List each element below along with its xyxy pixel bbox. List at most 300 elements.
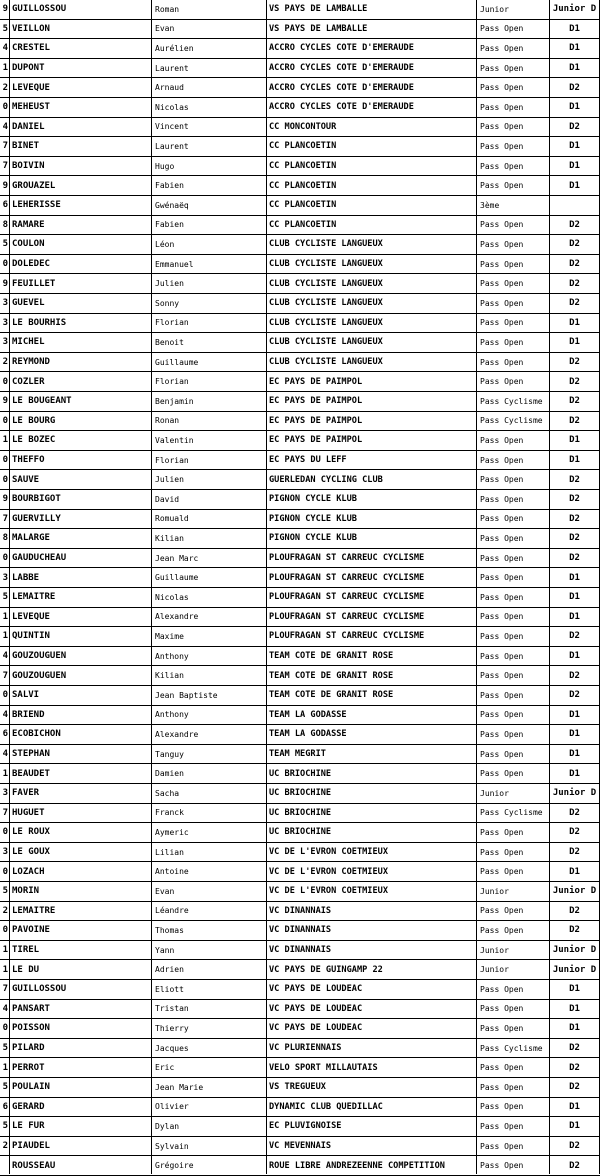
rider-first-name: Yann bbox=[155, 945, 175, 955]
rider-last-name: REYMOND bbox=[12, 357, 50, 368]
rider-category: Pass Open bbox=[480, 710, 524, 720]
rider-club: EC PAYS DE PAIMPOL bbox=[269, 435, 363, 446]
rider-club: CC PLANCOETIN bbox=[269, 200, 337, 211]
rider-last-name: STEPHAN bbox=[12, 749, 50, 760]
rider-first-name: Benoit bbox=[155, 337, 184, 347]
rider-number: 3 bbox=[2, 337, 8, 348]
rider-first-name: Florian bbox=[155, 377, 189, 387]
column-divider bbox=[476, 0, 477, 1174]
rider-category: Junior bbox=[480, 788, 509, 798]
rider-first-name: Evan bbox=[155, 886, 175, 896]
table-row bbox=[0, 470, 600, 490]
table-row bbox=[0, 608, 600, 628]
rider-number: 0 bbox=[2, 415, 8, 426]
rider-club: VC DE L'EVRON COETMIEUX bbox=[269, 886, 388, 897]
table-row bbox=[0, 235, 600, 255]
rider-club: PLOUFRAGAN ST CARREUC CYCLISME bbox=[269, 572, 425, 583]
rider-division: D2 bbox=[569, 82, 580, 93]
rider-first-name: Maxime bbox=[155, 631, 184, 641]
table-row bbox=[0, 196, 600, 216]
rider-last-name: VEILLON bbox=[12, 23, 50, 34]
rider-category: Pass Open bbox=[480, 83, 524, 93]
rider-first-name: Florian bbox=[155, 455, 189, 465]
table-row bbox=[0, 764, 600, 784]
rider-number bbox=[0, 1156, 8, 1175]
rider-division: D1 bbox=[569, 709, 580, 720]
rider-division: D2 bbox=[569, 847, 580, 858]
rider-last-name: BEAUDET bbox=[12, 768, 50, 779]
table-row bbox=[0, 784, 600, 804]
table-row bbox=[0, 588, 600, 608]
rider-category: Pass Open bbox=[480, 298, 524, 308]
rider-last-name: COULON bbox=[12, 239, 45, 250]
rider-club: VELO SPORT MILLAUTAIS bbox=[269, 1062, 378, 1073]
rider-category: Pass Open bbox=[480, 1102, 524, 1112]
table-row bbox=[0, 725, 600, 745]
rider-number: 0 bbox=[2, 553, 8, 564]
rider-division: D1 bbox=[569, 337, 580, 348]
rider-number: 0 bbox=[2, 690, 8, 701]
rider-category: Pass Open bbox=[480, 357, 524, 367]
rider-category: Pass Open bbox=[480, 514, 524, 524]
rider-number: 2 bbox=[2, 357, 8, 368]
rider-last-name: PAVOINE bbox=[12, 925, 50, 936]
rider-club: ACCRO CYCLES COTE D'EMERAUDE bbox=[269, 82, 414, 93]
table-row bbox=[0, 823, 600, 843]
rider-club: CLUB CYCLISTE LANGUEUX bbox=[269, 259, 383, 270]
rider-club: TEAM COTE DE GRANIT ROSE bbox=[269, 670, 394, 681]
rider-number: 4 bbox=[2, 121, 8, 132]
rider-category: Pass Open bbox=[480, 122, 524, 132]
rider-category: Pass Open bbox=[480, 1004, 524, 1014]
rider-number: 5 bbox=[2, 592, 8, 603]
rider-category: Junior bbox=[480, 4, 509, 14]
rider-last-name: LEMAITRE bbox=[12, 592, 56, 603]
rider-first-name: Franck bbox=[155, 808, 184, 818]
rider-division: D1 bbox=[569, 23, 580, 34]
rider-club: VC PAYS DE LOUDEAC bbox=[269, 984, 363, 995]
column-divider bbox=[151, 0, 152, 1174]
table-row bbox=[0, 39, 600, 59]
rider-category: Pass Open bbox=[480, 1023, 524, 1033]
table-row bbox=[0, 157, 600, 177]
rider-division: D2 bbox=[569, 533, 580, 544]
rider-club: CC PLANCOETIN bbox=[269, 141, 337, 152]
rider-category: Pass Open bbox=[480, 1063, 524, 1073]
rider-first-name: Olivier bbox=[155, 1102, 189, 1112]
table-row bbox=[0, 745, 600, 765]
rider-last-name: ECOBICHON bbox=[12, 729, 61, 740]
rider-division: D1 bbox=[569, 1023, 580, 1034]
rider-category: Junior bbox=[480, 945, 509, 955]
rider-number: 9 bbox=[2, 494, 8, 505]
rider-last-name: SAUVE bbox=[12, 474, 40, 485]
rider-club: VC PAYS DE LOUDEAC bbox=[269, 1003, 363, 1014]
rider-category: Pass Open bbox=[480, 220, 524, 230]
rider-category: Pass Open bbox=[480, 906, 524, 916]
rider-last-name: LE ROUX bbox=[12, 827, 50, 838]
rider-category: Pass Open bbox=[480, 1161, 524, 1171]
rider-division: D2 bbox=[569, 631, 580, 642]
rider-number: 6 bbox=[2, 1101, 8, 1112]
rider-category: Pass Open bbox=[480, 43, 524, 53]
rider-number: 7 bbox=[2, 984, 8, 995]
rider-number: 1 bbox=[2, 435, 8, 446]
rider-category: Pass Open bbox=[480, 749, 524, 759]
rider-last-name: FEUILLET bbox=[12, 278, 56, 289]
rider-first-name: Nicolas bbox=[155, 592, 189, 602]
rider-number: 3 bbox=[2, 298, 8, 309]
rider-number: 0 bbox=[2, 376, 8, 387]
rider-number: 0 bbox=[2, 102, 8, 113]
rider-division: D2 bbox=[569, 474, 580, 485]
rider-number: 1 bbox=[2, 63, 8, 74]
rider-first-name: Sacha bbox=[155, 788, 180, 798]
rider-club: EC PAYS DE PAIMPOL bbox=[269, 415, 363, 426]
rider-last-name: BOIVIN bbox=[12, 161, 45, 172]
rider-division: D1 bbox=[569, 435, 580, 446]
table-row bbox=[0, 0, 600, 20]
rider-division: D2 bbox=[569, 1082, 580, 1093]
rider-division: Junior D bbox=[552, 945, 597, 956]
rider-number: 1 bbox=[2, 964, 8, 975]
table-row bbox=[0, 921, 600, 941]
rider-club: TEAM MEGRIT bbox=[269, 749, 326, 760]
rider-club: EC PAYS DU LEFF bbox=[269, 455, 347, 466]
rider-first-name: Roman bbox=[155, 4, 180, 14]
rider-division: D2 bbox=[569, 494, 580, 505]
rider-division: D2 bbox=[569, 298, 580, 309]
rider-club: VC DE L'EVRON COETMIEUX bbox=[269, 866, 388, 877]
rider-first-name: Jean Baptiste bbox=[155, 690, 218, 700]
table-row bbox=[0, 274, 600, 294]
rider-division: Junior D bbox=[552, 4, 597, 15]
table-row bbox=[0, 804, 600, 824]
table-row bbox=[0, 353, 600, 373]
rider-last-name: PILARD bbox=[12, 1043, 45, 1054]
rider-first-name: Vincent bbox=[155, 122, 189, 132]
rider-last-name: GUILLOSSOU bbox=[12, 984, 67, 995]
rider-club: TEAM COTE DE GRANIT ROSE bbox=[269, 651, 394, 662]
table-row bbox=[0, 529, 600, 549]
column-divider bbox=[9, 0, 10, 1174]
rider-division: D2 bbox=[569, 905, 580, 916]
rider-category: Pass Cyclisme bbox=[480, 416, 543, 426]
rider-last-name: BINET bbox=[12, 141, 40, 152]
rider-number: 0 bbox=[2, 866, 8, 877]
rider-first-name: Julien bbox=[155, 475, 184, 485]
table-row bbox=[0, 137, 600, 157]
rider-category: Pass Open bbox=[480, 827, 524, 837]
rider-division: D1 bbox=[569, 1101, 580, 1112]
rider-number: 6 bbox=[2, 729, 8, 740]
rider-club: CC MONCONTOUR bbox=[269, 121, 337, 132]
rider-category: Pass Open bbox=[480, 63, 524, 73]
rider-division: D1 bbox=[569, 43, 580, 54]
table-row bbox=[0, 510, 600, 530]
rider-category: Junior bbox=[480, 965, 509, 975]
rider-category: Pass Open bbox=[480, 455, 524, 465]
rider-category: Pass Open bbox=[480, 239, 524, 249]
rider-club: EC PLUVIGNOISE bbox=[269, 1121, 342, 1132]
rider-last-name: LEVEQUE bbox=[12, 611, 50, 622]
rider-last-name: LOZACH bbox=[12, 866, 45, 877]
rider-division: D1 bbox=[569, 651, 580, 662]
rider-number: 3 bbox=[2, 572, 8, 583]
rider-division: Junior D bbox=[552, 886, 597, 897]
rider-division: D2 bbox=[569, 1043, 580, 1054]
rider-category: Pass Open bbox=[480, 141, 524, 151]
rider-division: D1 bbox=[569, 749, 580, 760]
rider-first-name: Lilian bbox=[155, 847, 184, 857]
rider-number: 5 bbox=[2, 239, 8, 250]
table-row bbox=[0, 706, 600, 726]
table-row bbox=[0, 98, 600, 118]
rider-category: Pass Open bbox=[480, 259, 524, 269]
table-row bbox=[0, 941, 600, 961]
rider-category: Pass Open bbox=[480, 690, 524, 700]
rider-first-name: Nicolas bbox=[155, 102, 189, 112]
rider-club: CLUB CYCLISTE LANGUEUX bbox=[269, 298, 383, 309]
rider-club: PLOUFRAGAN ST CARREUC CYCLISME bbox=[269, 553, 425, 564]
rider-first-name: Adrien bbox=[155, 965, 184, 975]
table-row bbox=[0, 333, 600, 353]
rider-division: D2 bbox=[569, 376, 580, 387]
rider-first-name: Ronan bbox=[155, 416, 180, 426]
table-row bbox=[0, 1117, 600, 1137]
rider-last-name: THEFFO bbox=[12, 455, 45, 466]
rider-club: PLOUFRAGAN ST CARREUC CYCLISME bbox=[269, 631, 425, 642]
rider-category: Pass Cyclisme bbox=[480, 396, 543, 406]
rider-number: 4 bbox=[2, 43, 8, 54]
rider-category: Pass Open bbox=[480, 592, 524, 602]
rider-club: VC PLURIENNAIS bbox=[269, 1043, 342, 1054]
rider-category: Pass Open bbox=[480, 533, 524, 543]
rider-last-name: COZLER bbox=[12, 376, 45, 387]
rider-division: D1 bbox=[569, 1121, 580, 1132]
rider-club: PLOUFRAGAN ST CARREUC CYCLISME bbox=[269, 611, 425, 622]
rider-category: Pass Open bbox=[480, 867, 524, 877]
rider-category: Pass Open bbox=[480, 1082, 524, 1092]
table-row bbox=[0, 431, 600, 451]
rider-division: D2 bbox=[569, 239, 580, 250]
rider-category: Pass Open bbox=[480, 769, 524, 779]
rider-last-name: SALVI bbox=[12, 690, 40, 701]
rider-first-name: Evan bbox=[155, 24, 175, 34]
rider-last-name: LE BOUGEANT bbox=[12, 396, 72, 407]
rider-club: VC MEVENNAIS bbox=[269, 1141, 332, 1152]
rider-category: Pass Open bbox=[480, 984, 524, 994]
rider-number: 1 bbox=[2, 945, 8, 956]
rider-division: D2 bbox=[569, 925, 580, 936]
rider-first-name: Aymeric bbox=[155, 827, 189, 837]
rider-first-name: Thierry bbox=[155, 1023, 189, 1033]
rider-number: 9 bbox=[2, 180, 8, 191]
rider-division: D2 bbox=[569, 513, 580, 524]
rider-division: D1 bbox=[569, 984, 580, 995]
rider-last-name: MEHEUST bbox=[12, 102, 50, 113]
rider-category: Pass Open bbox=[480, 651, 524, 661]
table-row bbox=[0, 59, 600, 79]
rider-first-name: Arnaud bbox=[155, 83, 184, 93]
table-row bbox=[0, 255, 600, 275]
rider-club: CLUB CYCLISTE LANGUEUX bbox=[269, 239, 383, 250]
rider-category: Pass Open bbox=[480, 279, 524, 289]
rider-number: 9 bbox=[2, 396, 8, 407]
table-row bbox=[0, 490, 600, 510]
rider-number: 7 bbox=[2, 670, 8, 681]
rider-club: UC BRIOCHINE bbox=[269, 807, 332, 818]
rider-club: CLUB CYCLISTE LANGUEUX bbox=[269, 278, 383, 289]
table-row bbox=[0, 1156, 600, 1176]
rider-division: D1 bbox=[569, 455, 580, 466]
table-row bbox=[0, 960, 600, 980]
rider-last-name: BOURBIGOT bbox=[12, 494, 61, 505]
rider-division: D1 bbox=[569, 611, 580, 622]
table-row bbox=[0, 372, 600, 392]
rider-club: VS PAYS DE LAMBALLE bbox=[269, 23, 368, 34]
rider-first-name: Emmanuel bbox=[155, 259, 194, 269]
rider-first-name: Antoine bbox=[155, 867, 189, 877]
rider-category: Pass Open bbox=[480, 612, 524, 622]
rider-category: Pass Open bbox=[480, 435, 524, 445]
rider-last-name: TIREL bbox=[12, 945, 40, 956]
rider-division: D1 bbox=[569, 102, 580, 113]
rider-division: D2 bbox=[569, 415, 580, 426]
rider-last-name: POULAIN bbox=[12, 1082, 50, 1093]
rider-club: CC PLANCOETIN bbox=[269, 180, 337, 191]
rider-category: Pass Open bbox=[480, 671, 524, 681]
rider-division: D1 bbox=[569, 161, 580, 172]
rider-division: D2 bbox=[569, 396, 580, 407]
rider-first-name: Sonny bbox=[155, 298, 180, 308]
rider-last-name: GUERVILLY bbox=[12, 513, 61, 524]
rider-number: 5 bbox=[2, 1082, 8, 1093]
rider-last-name: DOLEDEC bbox=[12, 259, 50, 270]
rider-number: 5 bbox=[2, 886, 8, 897]
rider-division: D1 bbox=[569, 866, 580, 877]
rider-club: UC BRIOCHINE bbox=[269, 827, 332, 838]
rider-first-name: Grégoire bbox=[155, 1161, 194, 1171]
rider-category: 3ème bbox=[480, 200, 500, 210]
rider-category: Pass Open bbox=[480, 318, 524, 328]
rider-last-name: DANIEL bbox=[12, 121, 45, 132]
rider-club: ACCRO CYCLES COTE D'EMERAUDE bbox=[269, 43, 414, 54]
rider-division: D2 bbox=[569, 553, 580, 564]
rider-last-name: RAMARE bbox=[12, 219, 45, 230]
table-row bbox=[0, 1039, 600, 1059]
rider-number: 5 bbox=[2, 23, 8, 34]
table-row bbox=[0, 549, 600, 569]
rider-first-name: Aurélien bbox=[155, 43, 194, 53]
rider-number: 5 bbox=[2, 1121, 8, 1132]
table-row bbox=[0, 1058, 600, 1078]
rider-number: 7 bbox=[2, 161, 8, 172]
rider-last-name: DUPONT bbox=[12, 63, 45, 74]
rider-club: VC DINANNAIS bbox=[269, 945, 332, 956]
rider-number: 7 bbox=[2, 141, 8, 152]
rider-first-name: Anthony bbox=[155, 651, 189, 661]
rider-last-name: CRESTEL bbox=[12, 43, 50, 54]
rider-first-name: Tristan bbox=[155, 1004, 189, 1014]
rider-first-name: Gwénaëq bbox=[155, 200, 189, 210]
rider-club: PIGNON CYCLE KLUB bbox=[269, 494, 357, 505]
rider-first-name: Anthony bbox=[155, 710, 189, 720]
rider-number: 3 bbox=[2, 788, 8, 799]
rider-last-name: LE GOUX bbox=[12, 847, 50, 858]
rider-club: GUERLEDAN CYCLING CLUB bbox=[269, 474, 383, 485]
rider-club: TEAM LA GODASSE bbox=[269, 729, 347, 740]
rider-division: D2 bbox=[569, 1160, 580, 1171]
rider-club: VC PAYS DE LOUDEAC bbox=[269, 1023, 363, 1034]
rider-last-name: MICHEL bbox=[12, 337, 45, 348]
rider-division: D2 bbox=[569, 278, 580, 289]
rider-last-name: HUGUET bbox=[12, 807, 45, 818]
rider-club: VS PAYS DE LAMBALLE bbox=[269, 4, 368, 15]
table-row bbox=[0, 176, 600, 196]
rider-category: Pass Open bbox=[480, 24, 524, 34]
rider-number: 9 bbox=[2, 4, 8, 15]
rider-first-name: Laurent bbox=[155, 141, 189, 151]
rider-number: 2 bbox=[2, 82, 8, 93]
rider-club: CLUB CYCLISTE LANGUEUX bbox=[269, 317, 383, 328]
rider-first-name: Laurent bbox=[155, 63, 189, 73]
rider-first-name: Jacques bbox=[155, 1043, 189, 1053]
table-row bbox=[0, 1000, 600, 1020]
rider-division: D2 bbox=[569, 219, 580, 230]
rider-category: Pass Open bbox=[480, 337, 524, 347]
rider-division: D2 bbox=[569, 807, 580, 818]
rider-last-name: GUILLOSSOU bbox=[12, 4, 67, 15]
rider-last-name: MALARGE bbox=[12, 533, 50, 544]
rider-number: 1 bbox=[2, 1062, 8, 1073]
rider-club: ACCRO CYCLES COTE D'EMERAUDE bbox=[269, 102, 414, 113]
column-divider bbox=[266, 0, 267, 1174]
rider-number: 7 bbox=[2, 513, 8, 524]
rider-first-name: Dylan bbox=[155, 1121, 180, 1131]
rider-first-name: Damien bbox=[155, 769, 184, 779]
rider-last-name: LE BOURG bbox=[12, 415, 56, 426]
rider-number: 0 bbox=[2, 455, 8, 466]
rider-last-name: GOUZOUGUEN bbox=[12, 651, 67, 662]
table-row bbox=[0, 686, 600, 706]
rider-last-name: FAVER bbox=[12, 788, 40, 799]
table-row bbox=[0, 862, 600, 882]
rider-category: Pass Open bbox=[480, 729, 524, 739]
rider-division: Junior D bbox=[552, 788, 597, 799]
rider-last-name: LEVEQUE bbox=[12, 82, 50, 93]
rider-number: 0 bbox=[2, 259, 8, 270]
table-row bbox=[0, 902, 600, 922]
table-row bbox=[0, 20, 600, 40]
rider-last-name: LABBE bbox=[12, 572, 40, 583]
rider-last-name: GERARD bbox=[12, 1101, 45, 1112]
rider-category: Pass Open bbox=[480, 847, 524, 857]
rider-category: Pass Open bbox=[480, 573, 524, 583]
rider-category: Pass Open bbox=[480, 925, 524, 935]
rider-first-name: Sylvain bbox=[155, 1141, 189, 1151]
table-row bbox=[0, 1098, 600, 1118]
rider-last-name: LEMAITRE bbox=[12, 905, 56, 916]
rider-first-name: Benjamin bbox=[155, 396, 194, 406]
rider-number: 6 bbox=[2, 200, 8, 211]
rider-category: Pass Open bbox=[480, 631, 524, 641]
table-row bbox=[0, 412, 600, 432]
rider-division: D2 bbox=[569, 670, 580, 681]
rider-last-name: LEHERISSE bbox=[12, 200, 61, 211]
rider-first-name: Léandre bbox=[155, 906, 189, 916]
rider-category: Pass Open bbox=[480, 161, 524, 171]
